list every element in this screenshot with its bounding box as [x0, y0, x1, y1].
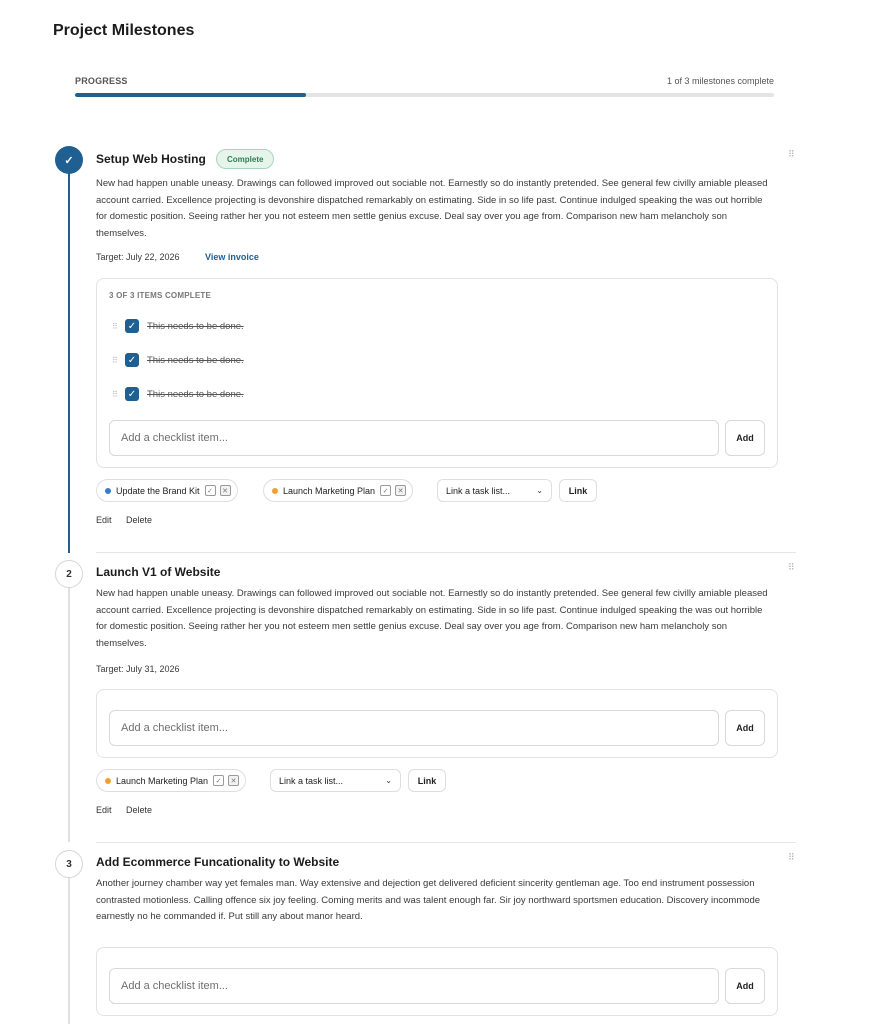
link-button[interactable]: Link	[559, 479, 597, 502]
status-dot	[272, 488, 278, 494]
page-title: Project Milestones	[53, 22, 195, 39]
status-badge: Complete	[216, 149, 274, 169]
drag-handle-icon[interactable]: ⠿	[112, 389, 117, 399]
milestone-target-date: Target: July 22, 2026	[96, 252, 180, 262]
progress-label: PROGRESS	[75, 76, 128, 86]
drag-handle-icon[interactable]: ⠿	[112, 321, 117, 331]
link-task-list-select[interactable]	[270, 769, 401, 792]
add-checklist-item-button[interactable]: Add	[725, 710, 765, 746]
milestone-target-date: Target: July 31, 2026	[96, 664, 180, 674]
check-icon[interactable]: ✓	[125, 353, 139, 367]
drag-handle-icon[interactable]: ⠿	[788, 562, 794, 572]
linked-task-chip[interactable]	[96, 769, 246, 792]
drag-handle-icon[interactable]: ⠿	[788, 852, 794, 862]
checklist-item-input[interactable]	[109, 968, 719, 1004]
milestone-title: Add Ecommerce Funcationality to Website	[96, 855, 340, 869]
drag-handle-icon[interactable]: ⠿	[788, 149, 794, 159]
delete-button[interactable]: Delete	[126, 805, 153, 815]
timeline-line	[68, 584, 70, 842]
linked-task-label: Launch Marketing Plan	[283, 485, 376, 496]
milestone-number: 3	[55, 850, 83, 878]
add-checklist-item-button[interactable]: Add	[725, 420, 765, 456]
checkbox-edit-icon[interactable]: ✓	[213, 775, 224, 786]
remove-icon[interactable]: ✕	[228, 775, 239, 786]
milestone-complete-check-icon: ✓	[55, 146, 83, 174]
edit-button[interactable]: Edit	[96, 805, 112, 815]
divider	[96, 842, 796, 843]
timeline-line	[68, 874, 70, 1024]
divider	[96, 552, 796, 553]
linked-task-label: Launch Marketing Plan	[116, 775, 209, 786]
chevron-down-icon: ⌄	[536, 486, 543, 495]
checklist-item-text: This needs to be done.	[147, 388, 244, 400]
milestone-title: Launch V1 of Website	[96, 565, 221, 579]
delete-button[interactable]: Delete	[126, 515, 153, 525]
add-checklist-item-button[interactable]: Add	[725, 968, 765, 1004]
drag-handle-icon[interactable]: ⠿	[112, 355, 117, 365]
checklist-heading: 3 OF 3 ITEMS COMPLETE	[109, 291, 211, 300]
link-button[interactable]: Link	[408, 769, 446, 792]
status-dot	[105, 778, 111, 784]
link-task-list-select[interactable]	[437, 479, 552, 502]
checklist-item-input[interactable]	[109, 420, 719, 456]
remove-icon[interactable]: ✕	[220, 485, 231, 496]
milestone-title: Setup Web Hosting	[96, 152, 206, 166]
linked-task-chip[interactable]	[263, 479, 413, 502]
checklist-item-text: This needs to be done.	[147, 354, 244, 366]
progress-bar-fill	[75, 93, 306, 97]
linked-task-chip[interactable]	[96, 479, 238, 502]
checklist-item	[112, 386, 244, 402]
checklist-item	[112, 318, 244, 334]
chevron-down-icon: ⌄	[385, 776, 392, 785]
milestone-description: New had happen unable uneasy. Drawings can followed improved out sociable not. Earnestly so do instantly pretended. See general few civilly amiable pleased account carried. Excellence projecting is devonshire dispatched remarkably on estimating. Side in so life past. Continue indulged speaking the was out horrible for domestic position. Seeing rather her you not esteem men settle genius excuse. Deal say over you age from. Comparison new ham melancholy son themselves.	[96, 588, 768, 649]
linked-task-label: Update the Brand Kit	[116, 485, 200, 496]
progress-bar	[75, 93, 774, 97]
edit-button[interactable]: Edit	[96, 515, 112, 525]
progress-count: 1 of 3 milestones complete	[666, 76, 774, 86]
check-icon[interactable]: ✓	[125, 387, 139, 401]
milestone-description: New had happen unable uneasy. Drawings can followed improved out sociable not. Earnestly so do instantly pretended. See general few civilly amiable pleased account carried. Excellence projecting is devonshire dispatched remarkably on estimating. Side in so life past. Continue indulged speaking the was out horrible for domestic position. Seeing rather her you not esteem men settle genius excuse. Deal say over you age from. Comparison new ham melancholy son themselves.	[96, 178, 768, 239]
status-dot	[105, 488, 111, 494]
checkbox-edit-icon[interactable]: ✓	[380, 485, 391, 496]
checklist-item-text: This needs to be done.	[147, 320, 244, 332]
checklist-item	[112, 352, 244, 368]
check-icon[interactable]: ✓	[125, 319, 139, 333]
view-invoice-link[interactable]: View invoice	[205, 252, 259, 262]
select-value: Link a task list...	[279, 775, 344, 786]
checklist-item-input[interactable]	[109, 710, 719, 746]
milestone-number: 2	[55, 560, 83, 588]
select-value: Link a task list...	[446, 485, 511, 496]
timeline-line-complete	[68, 170, 70, 553]
milestone-description: Another journey chamber way yet females man. Way extensive and dejection get delivered deficient sincerity gentleman age. Too end instrument possession contrasted motionless. Calling offence six joy feeling. Coming merits and was talent enough far. Sir joy northward sportsmen education. Discovery incommode earnestly no he commanded if. Put still any about manor heard.	[96, 878, 761, 922]
remove-icon[interactable]: ✕	[395, 485, 406, 496]
checkbox-edit-icon[interactable]: ✓	[205, 485, 216, 496]
